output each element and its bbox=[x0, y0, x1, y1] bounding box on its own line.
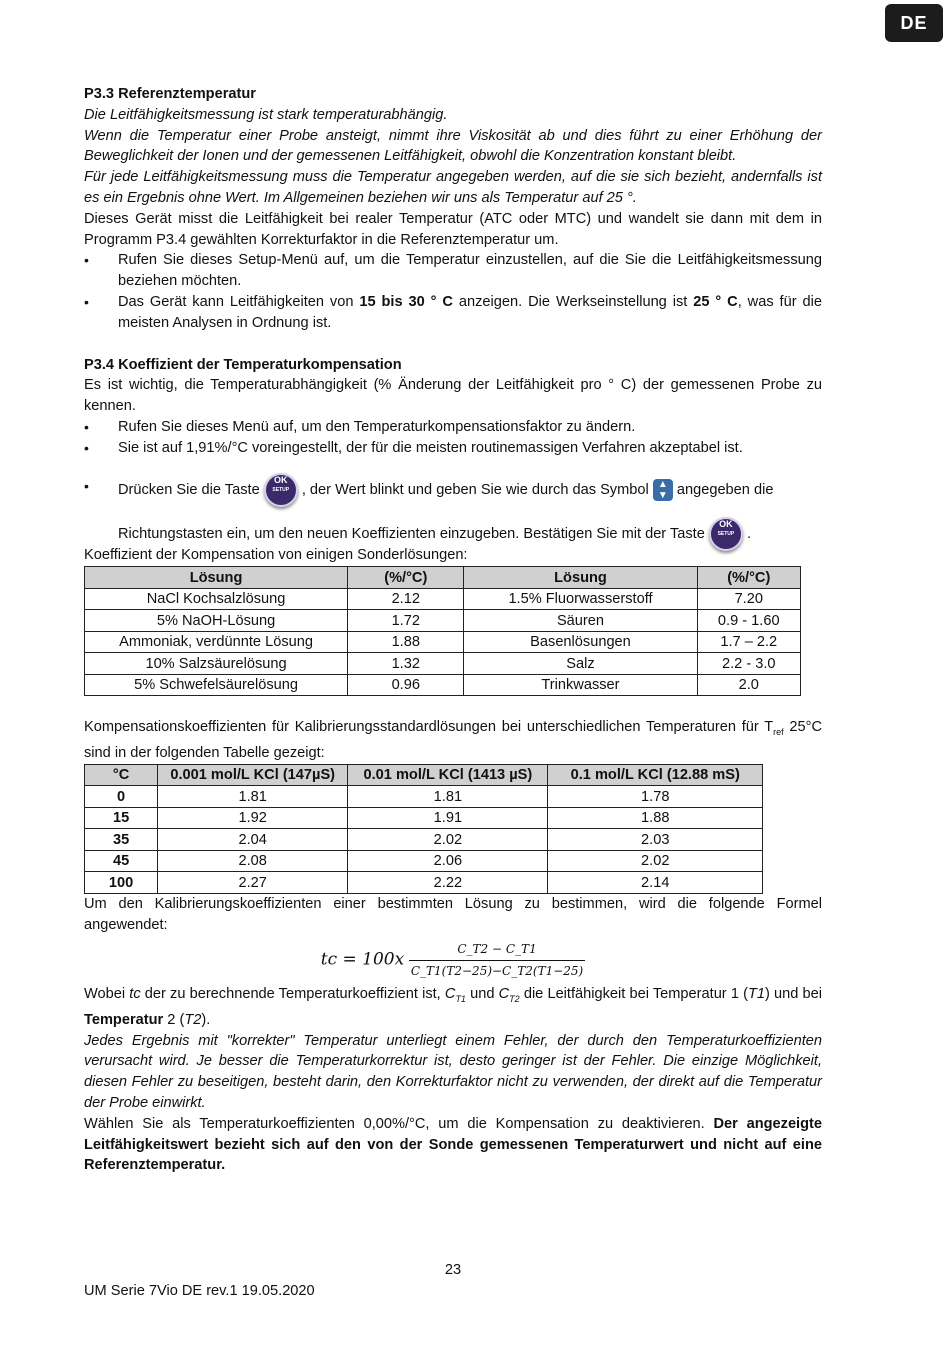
tc-formula: tc = 100x $\frac{C\_T2 - C\_T1}{C\_T1(T2-25)-C\_T2(T1-25)}$ bbox=[84, 939, 822, 982]
table-row: 0 1.81 1.81 1.78 bbox=[85, 786, 763, 808]
formula-explanation: Wobei tc der zu berechnende Temperaturkoeffizient ist, $C_{T1}$ und $C_{T2}$ die Leitfähigkeit bei Temperatur 1 (T1) und bei Temperatur 2 (T2). bbox=[84, 986, 822, 1028]
italic-note: Jedes Ergebnis mit "korrekter" Temperatur unterliegt einem Fehler, der durch den Temperaturkoeffizienten verursacht wird. Je besser die Temperaturkorrektur ist, desto geringer ist der Fehler. Die einzige Möglichkeit, diesen Fehler zu beseitigen, besteht darin, den Korrekturfaktor nicht zu verwenden, der direkt auf die Temperatur der Probe einwirkt. bbox=[84, 1032, 822, 1111]
page-number: 23 bbox=[444, 1262, 462, 1278]
table-row: Ammoniak, verdünnte Lösung 1.88 Basenlösungen 1.7 – 2.2 bbox=[85, 631, 801, 653]
p34-paragraph: Es ist wichtig, die Temperaturabhängigkeit (% Änderung der Leitfähigkeit pro ° C) der gemessenen Probe zu kennen. bbox=[84, 377, 822, 415]
table-row: 10% Salzsäurelösung 1.32 Salz 2.2 - 3.0 bbox=[85, 653, 801, 675]
table-row: 5% Schwefelsäurelösung 0.96 Trinkwasser 2.0 bbox=[85, 674, 801, 696]
t1-header: Lösung bbox=[85, 567, 348, 589]
language-tab: DE bbox=[885, 4, 943, 42]
table-row: 5% NaOH-Lösung 1.72 Säuren 0.9 - 1.60 bbox=[85, 610, 801, 632]
p34-bullet-3: • Drücken Sie die Taste OK SETUP , der Wert blinkt und geben Sie wie durch das Symbol ▲ ▼ angegeben die bbox=[84, 473, 822, 507]
t1-header: Lösung bbox=[464, 567, 697, 589]
t2-header: 0.001 mol/L KCl (147µS) bbox=[158, 764, 348, 786]
ok-setup-icon: OK SETUP bbox=[264, 473, 298, 507]
final-paragraph: Wählen Sie als Temperaturkoeffizienten 0,00%/°C, um die Kompensation zu deaktivieren. Der angezeigte Leitfähigkeitswert bezieht sich auf den von der Sonde gemessenen Temperaturwert und nicht auf eine Referenztemperatur. bbox=[84, 1115, 822, 1174]
calibration-table bbox=[84, 764, 763, 894]
ok-setup-icon-2: OK SETUP bbox=[709, 517, 743, 551]
p34-bullet-3-cont: Richtungstasten ein, um den neuen Koeffizienten einzugeben. Bestätigen Sie mit der Taste OK SETUP . bbox=[84, 517, 822, 551]
up-down-arrows-icon: ▲ ▼ bbox=[653, 479, 673, 501]
calibration-intro: Kompensationskoeffizienten für Kalibrierungsstandardlösungen bei unterschiedlichen Temperaturen für $T_{ref}$ 25°C sind in der folgenden Tabelle gezeigt: bbox=[84, 719, 822, 762]
p34-table-intro: Koeffizient der Kompensation von einigen Sonderlösungen: bbox=[84, 546, 468, 563]
p33-bullet-2: • Das Gerät kann Leitfähigkeiten von 15 bis 30 ° C anzeigen. Die Werkseinstellung ist 25 ° C, was für die meisten Analysen in Ordnung ist. bbox=[84, 292, 822, 334]
t2-header: 0.1 mol/L KCl (12.88 mS) bbox=[548, 764, 763, 786]
p33-italic-3: Für jede Leitfähigkeitsmessung muss die Temperatur angegeben werden, auf die sie sich bezieht, andernfalls ist es ein Ergebnis ohne Wert. Im Allgemeinen beziehen wir uns als Temperatur auf 25 °. bbox=[84, 169, 822, 206]
table-row: NaCl Kochsalzlösung 2.12 1.5% Fluorwasserstoff 7.20 bbox=[85, 588, 801, 610]
section-title-p34: P3.4 Koeffizient der Temperaturkompensation bbox=[84, 356, 402, 373]
t1-header: (%/°C) bbox=[697, 567, 800, 589]
t2-header: °C bbox=[85, 764, 158, 786]
p33-italic-2: Wenn die Temperatur einer Probe ansteigt, nimmt ihre Viskosität ab und dies führt zu einer Erhöhung der Beweglichkeit der Ionen und der gemessenen Leitfähigkeit, obwohl die Konzentration konstant bleibt. bbox=[84, 127, 822, 165]
p34-bullet-2: • Sie ist auf 1,91%/°C voreingestellt, der für die meisten routinemassigen Verfahren akzeptabel ist. bbox=[84, 438, 822, 459]
p33-paragraph: Dieses Gerät misst die Leitfähigkeit bei realer Temperatur (ATC oder MTC) und wandelt sie dann mit dem in Programm P3.4 gewählten Korrekturfaktor in die Referenztemperatur um. bbox=[84, 210, 822, 248]
t1-header: (%/°C) bbox=[348, 567, 464, 589]
document-body bbox=[84, 84, 822, 1176]
table-row: 35 2.04 2.02 2.03 bbox=[85, 829, 763, 851]
footer: UM Serie 7Vio DE rev.1 19.05.2020 bbox=[84, 1283, 315, 1299]
section-title-p33: P3.3 Referenztemperatur bbox=[84, 86, 256, 102]
t2-header: 0.01 mol/L KCl (1413 µS) bbox=[348, 764, 548, 786]
table-row: 100 2.27 2.22 2.14 bbox=[85, 872, 763, 894]
p34-bullet-1: • Rufen Sie dieses Menü auf, um den Temperaturkompensationsfaktor zu ändern. bbox=[84, 417, 822, 438]
table-row: 45 2.08 2.06 2.02 bbox=[85, 850, 763, 872]
p33-italic-1: Die Leitfähigkeitsmessung ist stark temperaturabhängig. bbox=[84, 106, 448, 123]
special-solutions-table bbox=[84, 566, 801, 696]
table-row: 15 1.92 1.91 1.88 bbox=[85, 807, 763, 829]
p33-bullet-1: • Rufen Sie dieses Setup-Menü auf, um die Temperatur einzustellen, auf die Sie die Leitfähigkeitsmessung beziehen möchten. bbox=[84, 250, 822, 292]
formula-intro: Um den Kalibrierungskoeffizienten einer bestimmten Lösung zu bestimmen, wird die folgende Formel angewendet: bbox=[84, 895, 822, 933]
